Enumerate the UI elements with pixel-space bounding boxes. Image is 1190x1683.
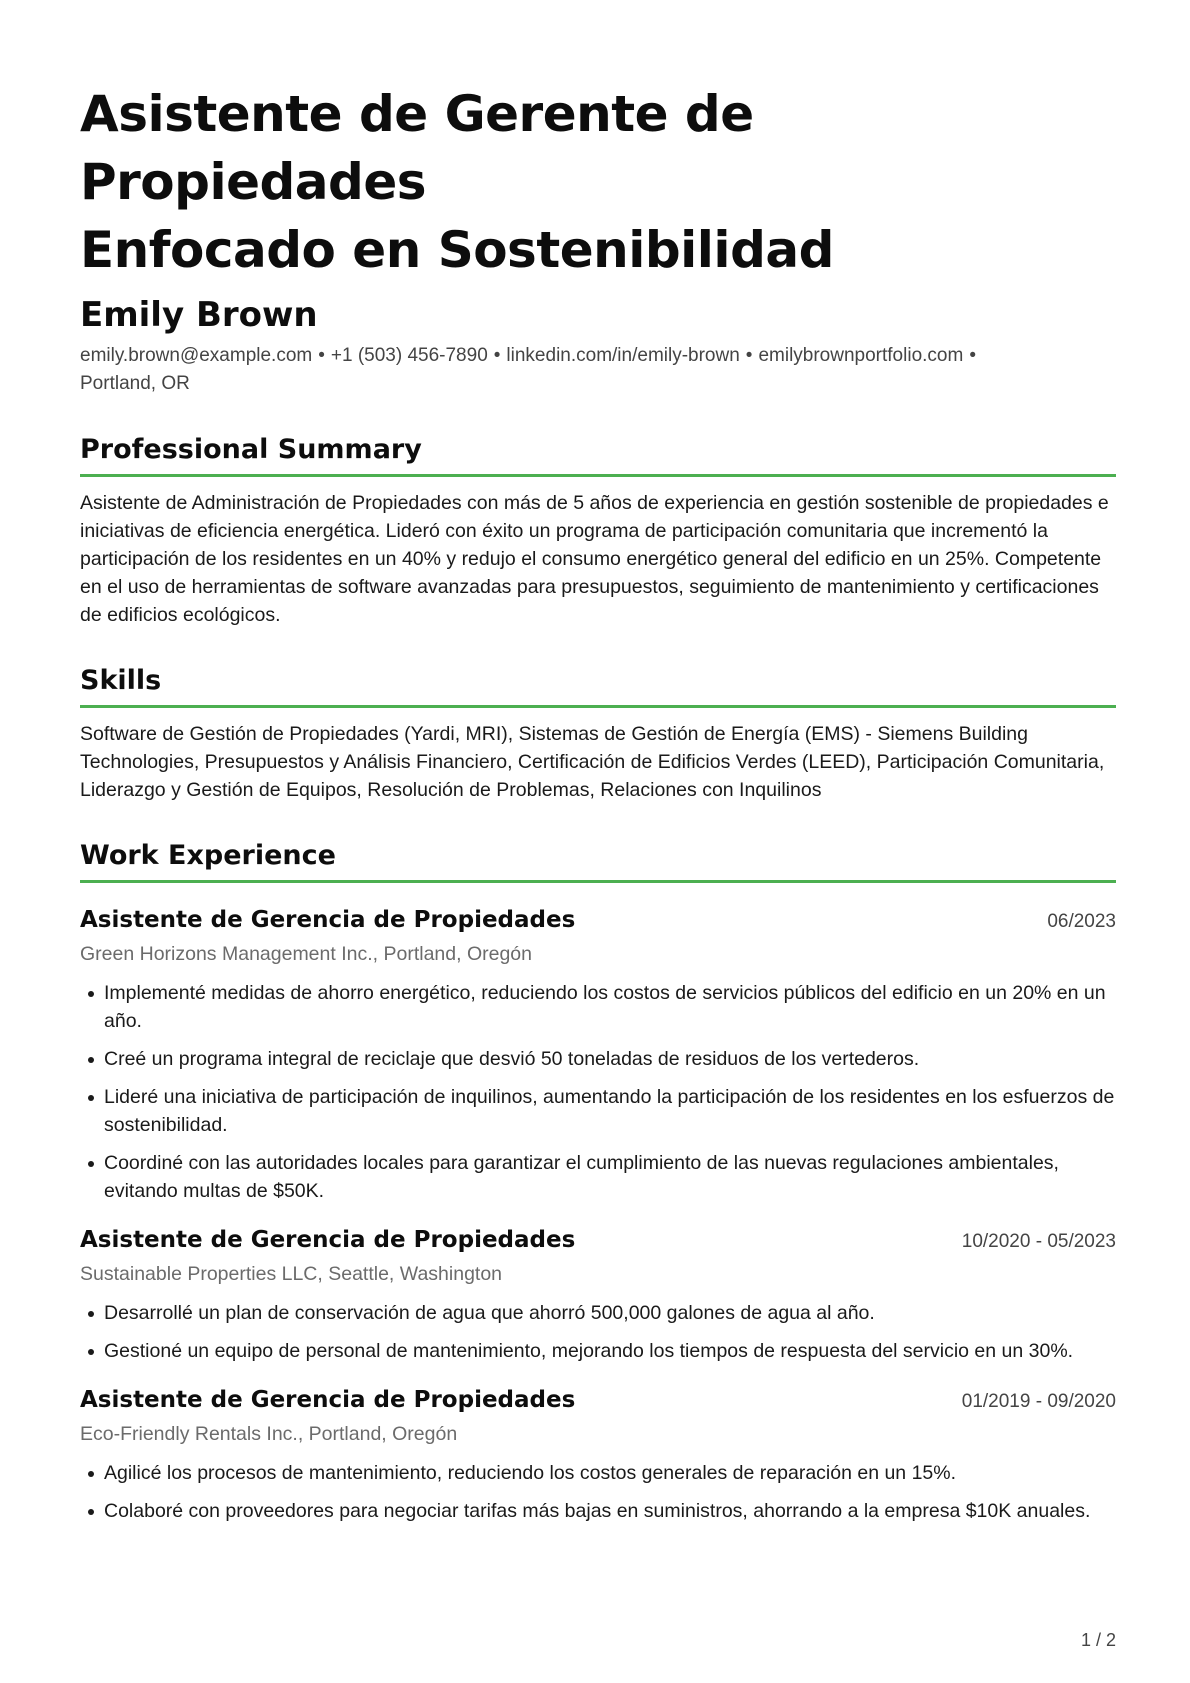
job-entry	[80, 1223, 1116, 1365]
title-line-1: Asistente de Gerente de Propiedades	[80, 85, 754, 211]
job-company: Eco-Friendly Rentals Inc., Portland, Oregón	[80, 1423, 458, 1445]
contact-linkedin[interactable]: linkedin.com/in/emily-brown	[506, 345, 740, 366]
section-title-skills: Skills	[80, 663, 1116, 708]
contact-separator: •	[318, 345, 325, 366]
bullet-item: Lideré una iniciativa de participación de inquilinos, aumentando la participación de los residentes en los esfuerzos de sostenibilidad.	[80, 1083, 1116, 1139]
professional-summary-section	[80, 432, 1116, 629]
contact-portfolio[interactable]: emilybrownportfolio.com	[758, 345, 964, 366]
document-title	[80, 80, 1116, 284]
title-line-2: Enfocado en Sostenibilidad	[80, 221, 834, 279]
job-entry	[80, 903, 1116, 1205]
bullet-item: Implementé medidas de ahorro energético, reduciendo los costos de servicios públicos del edificio en un 20% en un año.	[80, 979, 1116, 1035]
job-bullets	[80, 1459, 1116, 1525]
job-entry	[80, 1383, 1116, 1525]
job-title: Asistente de Gerencia de Propiedades	[80, 1387, 576, 1413]
bullet-item: Coordiné con las autoridades locales para garantizar el cumplimiento de las nuevas regulaciones ambientales, evitando multas de $50K.	[80, 1149, 1116, 1205]
section-title-experience: Work Experience	[80, 838, 1116, 883]
contact-info	[80, 342, 1116, 398]
job-dates: 10/2020 - 05/2023	[961, 1231, 1116, 1252]
job-title: Asistente de Gerencia de Propiedades	[80, 907, 576, 933]
page-number: 1 / 2	[1080, 1630, 1116, 1650]
section-title-summary: Professional Summary	[80, 432, 1116, 477]
bullet-item: Gestioné un equipo de personal de mantenimiento, mejorando los tiempos de respuesta del servicio en un 30%.	[80, 1337, 1116, 1365]
job-title: Asistente de Gerencia de Propiedades	[80, 1227, 576, 1253]
bullet-item: Desarrollé un plan de conservación de agua que ahorró 500,000 galones de agua al año.	[80, 1299, 1116, 1327]
job-dates: 01/2019 - 09/2020	[961, 1391, 1116, 1412]
job-list	[80, 903, 1116, 1525]
bullet-item: Creé un programa integral de reciclaje que desvió 50 toneladas de residuos de los vertederos.	[80, 1045, 1116, 1073]
contact-separator: •	[745, 345, 753, 366]
job-dates: 06/2023	[1047, 911, 1116, 932]
skills-section	[80, 663, 1116, 804]
bullet-item: Agilicé los procesos de mantenimiento, reduciendo los costos generales de reparación en un 15%.	[80, 1459, 1116, 1487]
bullet-item: Colaboré con proveedores para negociar tarifas más bajas en suministros, ahorrando a la empresa $10K anuales.	[80, 1497, 1116, 1525]
job-bullets	[80, 1299, 1116, 1365]
skills-text: Software de Gestión de Propiedades (Yardi, MRI), Sistemas de Gestión de Energía (EMS) - Siemens Building Technologies, Presupuestos y Análisis Financiero, Certificación de Edificios Verdes (LEED), Participación Comunitaria, Liderazgo y Gestión de Equipos, Resolución de Problemas, Relaciones con Inquilinos	[80, 723, 1105, 801]
job-company: Green Horizons Management Inc., Portland, Oregón	[80, 943, 532, 965]
job-bullets	[80, 979, 1116, 1205]
job-header	[80, 1223, 1116, 1257]
summary-text: Asistente de Administración de Propiedades con más de 5 años de experiencia en gestión sostenible de propiedades e iniciativas de eficiencia energética. Lideró con éxito un programa de participación comunitaria que incrementó la participación de los residentes en un 40% y redujo el consumo energético general del edificio en un 25%. Competente en el uso de herramientas de software avanzadas para presupuestos, seguimiento de mantenimiento y certificaciones de edificios ecológicos.	[80, 492, 1109, 626]
job-header	[80, 1383, 1116, 1417]
person-name: Emily Brown	[80, 295, 318, 335]
resume-page	[80, 80, 1116, 1535]
contact-separator: •	[969, 345, 976, 366]
contact-phone[interactable]: +1 (503) 456-7890	[330, 345, 488, 366]
job-company: Sustainable Properties LLC, Seattle, Washington	[80, 1263, 503, 1285]
job-header	[80, 903, 1116, 937]
contact-location: Portland, OR	[80, 373, 190, 394]
work-experience-section	[80, 838, 1116, 1525]
contact-separator: •	[493, 345, 501, 366]
contact-email[interactable]: emily.brown@example.com	[80, 345, 313, 366]
